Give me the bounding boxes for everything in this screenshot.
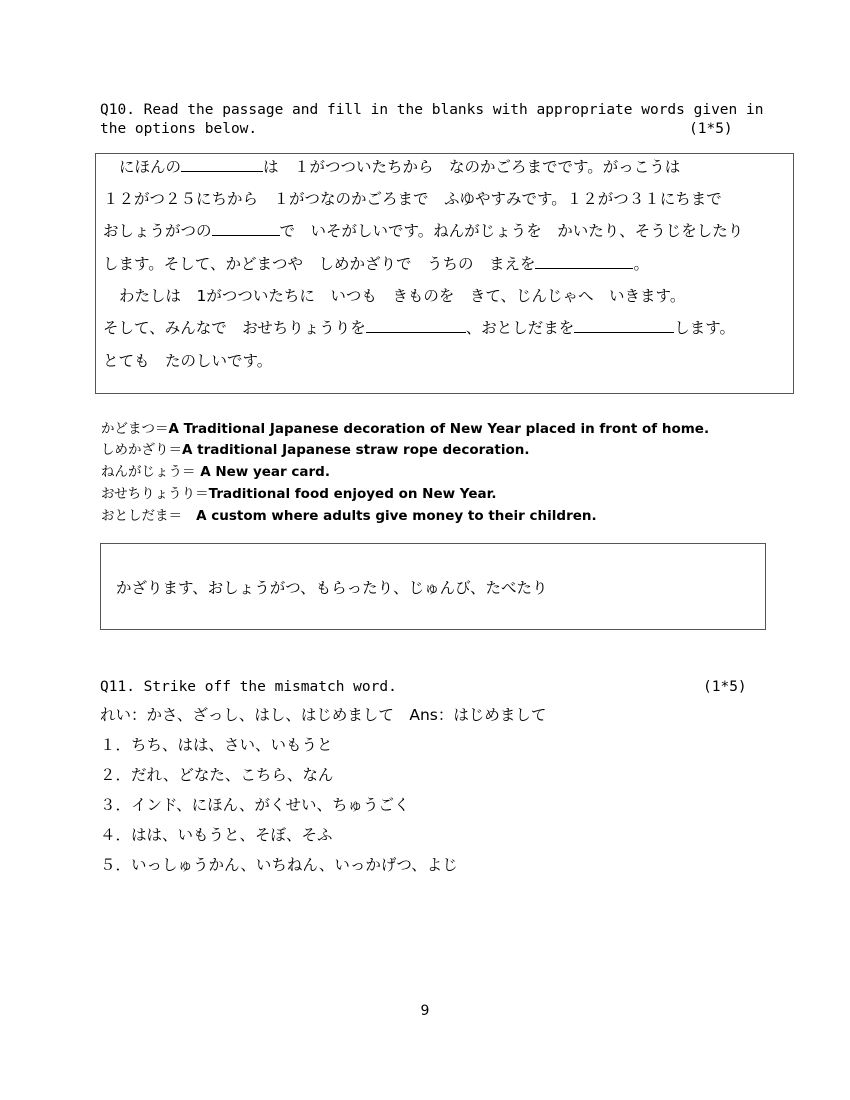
q11-heading: Q11. Strike off the mismatch word. <box>100 679 397 695</box>
options-list: かざります、おしょうがつ、もらったり、じゅんび、たべたり <box>116 579 548 597</box>
q11-item-5: ５．いっしゅうかん、いちねん、いっかげつ、よじ <box>100 856 458 874</box>
blank-2[interactable] <box>212 221 280 236</box>
passage-line-3: おしょうがつの で いそがしいです。ねんがじょうを かいたり、そうじをしたり <box>103 222 744 240</box>
blank-3[interactable] <box>535 254 633 269</box>
glossary-item-osechi: おせちりょうり＝Traditional food enjoyed on New Year. <box>101 486 497 502</box>
passage-line-1: にほんの は １がつついたちから なのかごろまでです。がっこうは <box>119 158 681 176</box>
q11-example: れい：かさ、ざっし、はし、はじめまして Ans：はじめまして <box>100 706 547 724</box>
options-box <box>100 543 766 630</box>
q10-marks: (1*5) <box>689 121 733 137</box>
q11-item-2: ２．だれ、どなた、こちら、なん <box>100 766 334 784</box>
q11-item-1: １．ちち、はは、さい、いもうと <box>100 736 333 754</box>
glossary-item-nengajou: ねんがじょう＝ A New year card. <box>101 464 330 480</box>
q10-heading-line2: the options below. <box>100 121 258 137</box>
q11-marks: (1*5) <box>703 679 747 695</box>
page-number: 9 <box>420 1003 430 1019</box>
blank-1[interactable] <box>181 157 263 172</box>
q11-item-4: ４．はは、いもうと、そぼ、そふ <box>100 826 333 844</box>
glossary-item-shimekazari: しめかざり＝A traditional Japanese straw rope decoration. <box>101 442 530 458</box>
blank-5[interactable] <box>574 318 674 333</box>
q10-heading-line1: Q10. Read the passage and fill in the blanks with appropriate words given in <box>100 102 764 118</box>
passage-line-7: とても たのしいです。 <box>103 352 273 370</box>
passage-line-6: そして、みんなで おせちりょうりを 、おとしだまを します。 <box>103 319 736 337</box>
passage-line-2: １２がつ２５にちから １がつなのかごろまで ふゆやすみです。１２がつ３１にちまで <box>103 190 722 208</box>
q11-item-3: ３．インド、にほん、がくせい、ちゅうごく <box>100 796 410 814</box>
passage-line-4: します。そして、かどまつや しめかざりで うちの まえを 。 <box>103 255 649 273</box>
blank-4[interactable] <box>366 318 466 333</box>
passage-line-5: わたしは 1がつついたちに いつも きものを きて、じんじゃへ いきます。 <box>119 287 686 305</box>
passage-box <box>95 153 794 394</box>
glossary-item-otoshidama: おとしだま＝ A custom where adults give money to their children. <box>101 508 597 524</box>
glossary-item-kadomatsu: かどまつ＝A Traditional Japanese decoration of New Year placed in front of home. <box>101 421 710 437</box>
